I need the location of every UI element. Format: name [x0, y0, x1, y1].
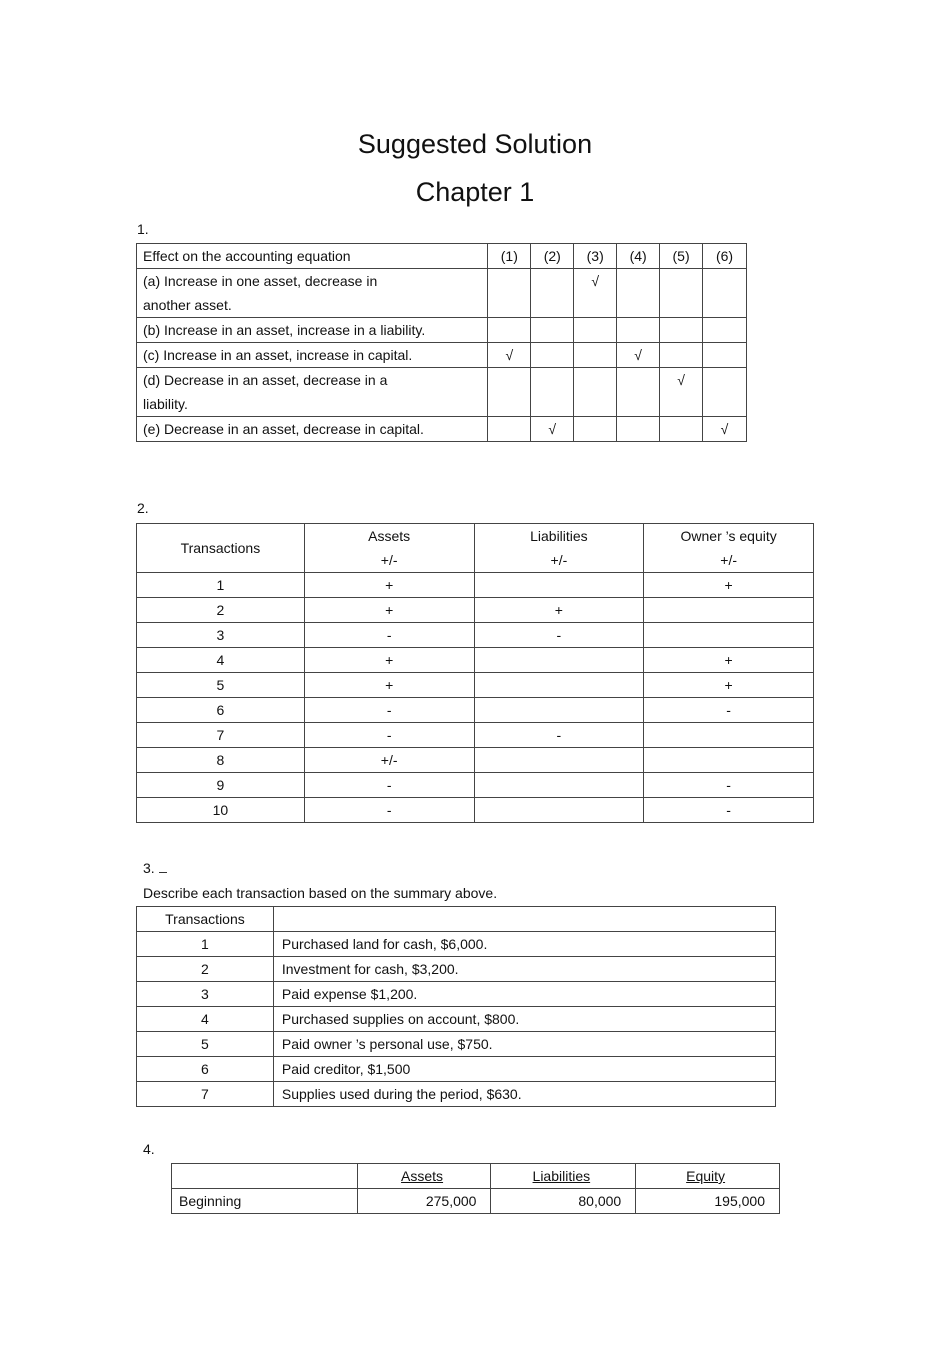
table-cell: 2 [137, 957, 274, 982]
table-cell: - [644, 773, 814, 798]
table-row [137, 269, 747, 318]
table-cell: - [304, 698, 474, 723]
chapter-title: Chapter 1 [415, 177, 535, 207]
table-header-row [137, 907, 776, 932]
check-cell [488, 417, 531, 442]
table-cell: + [474, 598, 644, 623]
liabilities-header: Liabilities +/- [474, 524, 644, 573]
table-row [137, 343, 747, 368]
assets-value: 275,000 [357, 1189, 491, 1214]
table-cell: Paid creditor, $1,500 [273, 1057, 775, 1082]
table-cell [474, 698, 644, 723]
check-cell [574, 318, 617, 343]
table-row [137, 1057, 776, 1082]
check-cell: √ [703, 417, 747, 442]
table-cell: 5 [137, 1032, 274, 1057]
check-cell [488, 318, 531, 343]
table-row [137, 932, 776, 957]
table-row [137, 623, 814, 648]
question-2-label: 2. [137, 500, 149, 516]
check-cell [531, 368, 574, 417]
table-cell: - [474, 623, 644, 648]
header-cell: Effect on the accounting equation [137, 244, 488, 269]
check-cell [617, 318, 660, 343]
question-3-table [136, 906, 776, 1107]
equity-header: Equity [636, 1164, 780, 1189]
table-cell: 8 [137, 748, 305, 773]
effect-description: (a) Increase in one asset, decrease in another asset. [137, 269, 488, 318]
table-cell: 1 [137, 932, 274, 957]
equity-value: 195,000 [636, 1189, 780, 1214]
check-cell [660, 269, 703, 318]
effect-description: (c) Increase in an asset, increase in capital. [137, 343, 488, 368]
check-cell [703, 318, 747, 343]
check-cell [703, 343, 747, 368]
check-cell: √ [488, 343, 531, 368]
table-cell: Purchased land for cash, $6,000. [273, 932, 775, 957]
table-cell: 1 [137, 573, 305, 598]
table-cell: Paid owner ’s personal use, $750. [273, 1032, 775, 1057]
table-cell [474, 573, 644, 598]
table-cell: + [644, 648, 814, 673]
table-row [137, 1032, 776, 1057]
table-cell: Paid expense $1,200. [273, 982, 775, 1007]
check-cell: √ [660, 368, 703, 417]
assets-header: Assets +/- [304, 524, 474, 573]
table-row [137, 773, 814, 798]
table-cell: Investment for cash, $3,200. [273, 957, 775, 982]
table-cell: - [304, 623, 474, 648]
table-cell: Supplies used during the period, $630. [273, 1082, 775, 1107]
table-cell: + [644, 573, 814, 598]
check-cell: √ [531, 417, 574, 442]
check-cell [574, 368, 617, 417]
table-header-row [137, 244, 747, 269]
liabilities-header: Liabilities [491, 1164, 636, 1189]
effect-description: (d) Decrease in an asset, decrease in a liability. [137, 368, 488, 417]
blank-header [172, 1164, 358, 1189]
check-cell: √ [617, 343, 660, 368]
table-cell [644, 748, 814, 773]
table-cell: +/- [304, 748, 474, 773]
table-cell: 4 [137, 648, 305, 673]
check-cell [531, 269, 574, 318]
assets-header: Assets [357, 1164, 491, 1189]
header-cell: (1) [488, 244, 531, 269]
check-cell [574, 417, 617, 442]
table-cell: 9 [137, 773, 305, 798]
check-cell [660, 318, 703, 343]
table-cell [644, 723, 814, 748]
table-row [137, 1082, 776, 1107]
check-cell [488, 269, 531, 318]
table-row [137, 573, 814, 598]
table-row [137, 648, 814, 673]
table-cell: + [304, 598, 474, 623]
table-row [137, 798, 814, 823]
table-row [172, 1189, 780, 1214]
table-cell [474, 673, 644, 698]
check-cell [617, 368, 660, 417]
table-cell [644, 598, 814, 623]
question-3-instruction: Describe each transaction based on the summary above. [143, 885, 498, 901]
liabilities-value: 80,000 [491, 1189, 636, 1214]
check-cell [531, 343, 574, 368]
table-cell [644, 623, 814, 648]
question-3-label: 3. [143, 860, 167, 876]
header-cell: (3) [574, 244, 617, 269]
check-cell: √ [574, 269, 617, 318]
table-cell: 3 [137, 982, 274, 1007]
question-1-label: 1. [137, 221, 149, 237]
question-1-table [136, 243, 747, 442]
table-cell: 10 [137, 798, 305, 823]
table-row [137, 748, 814, 773]
table-cell: - [304, 773, 474, 798]
table-cell: 6 [137, 1057, 274, 1082]
table-cell: 6 [137, 698, 305, 723]
table-cell: 5 [137, 673, 305, 698]
table-row [137, 598, 814, 623]
table-cell: - [644, 798, 814, 823]
header-cell: (4) [617, 244, 660, 269]
check-cell [660, 417, 703, 442]
table-cell [474, 748, 644, 773]
question-2-table [136, 523, 814, 823]
table-cell [474, 798, 644, 823]
table-cell [474, 773, 644, 798]
table-cell: + [304, 573, 474, 598]
table-row [137, 723, 814, 748]
question-4-label: 4. [143, 1141, 155, 1157]
table-cell [474, 648, 644, 673]
check-cell [617, 269, 660, 318]
header-cell: (5) [660, 244, 703, 269]
table-cell: Purchased supplies on account, $800. [273, 1007, 775, 1032]
table-row [137, 417, 747, 442]
row-label: Beginning [172, 1189, 358, 1214]
question-4-table [171, 1163, 780, 1214]
check-cell [574, 343, 617, 368]
description-header [273, 907, 775, 932]
table-cell: 2 [137, 598, 305, 623]
underline-mark [159, 862, 167, 873]
equity-header: Owner ’s equity +/- [644, 524, 814, 573]
table-row [137, 982, 776, 1007]
effect-description: (e) Decrease in an asset, decrease in capital. [137, 417, 488, 442]
table-row [137, 698, 814, 723]
transactions-header: Transactions [137, 907, 274, 932]
table-cell: 3 [137, 623, 305, 648]
table-cell: + [644, 673, 814, 698]
check-cell [703, 269, 747, 318]
effect-description: (b) Increase in an asset, increase in a liability. [137, 318, 488, 343]
table-cell: - [304, 723, 474, 748]
table-row [137, 957, 776, 982]
check-cell [488, 368, 531, 417]
table-cell: - [474, 723, 644, 748]
check-cell [703, 368, 747, 417]
table-row [137, 368, 747, 417]
table-header-row [137, 524, 814, 573]
table-cell: + [304, 648, 474, 673]
check-cell [531, 318, 574, 343]
table-cell: - [644, 698, 814, 723]
table-cell: 7 [137, 1082, 274, 1107]
transactions-header: Transactions [137, 524, 305, 573]
table-cell: 7 [137, 723, 305, 748]
table-cell: - [304, 798, 474, 823]
table-row [137, 1007, 776, 1032]
table-row [137, 318, 747, 343]
table-cell: + [304, 673, 474, 698]
table-cell: 4 [137, 1007, 274, 1032]
check-cell [617, 417, 660, 442]
check-cell [660, 343, 703, 368]
header-cell: (2) [531, 244, 574, 269]
page-title: Suggested Solution [357, 129, 593, 159]
table-row [137, 673, 814, 698]
header-cell: (6) [703, 244, 747, 269]
table-header-row [172, 1164, 780, 1189]
